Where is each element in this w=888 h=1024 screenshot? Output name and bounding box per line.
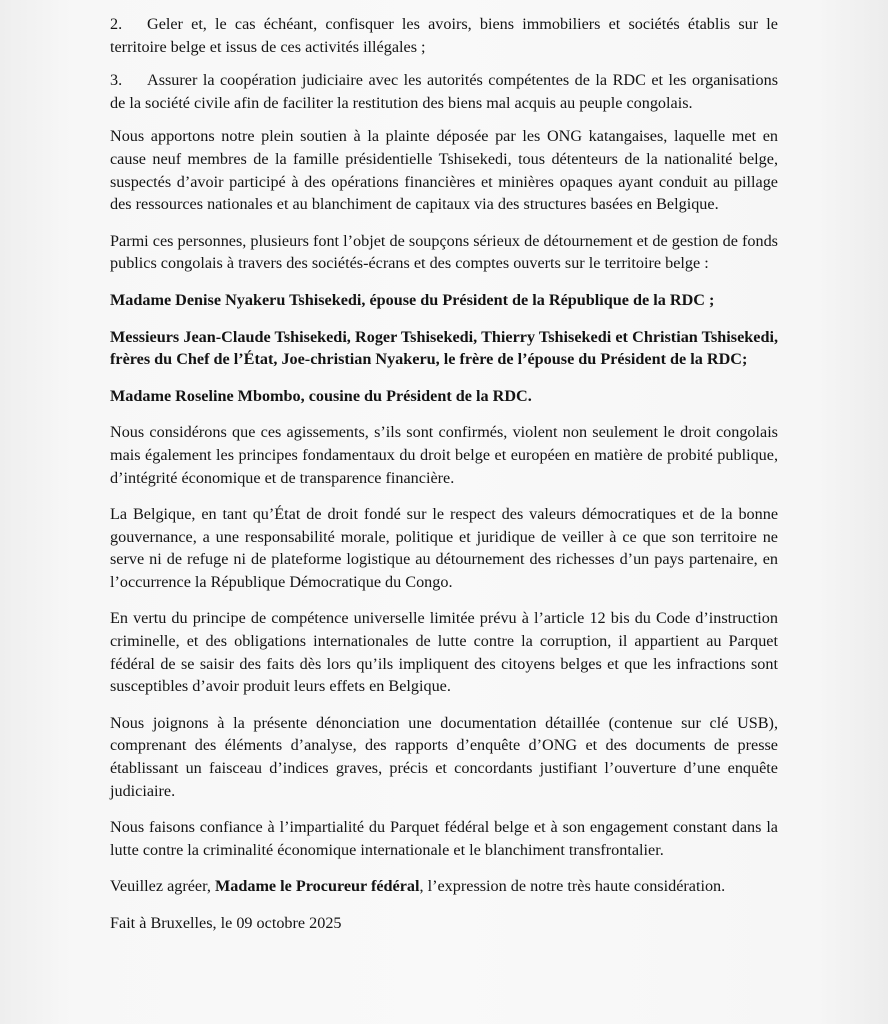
named-person-3: Madame Roseline Mbombo, cousine du Président de la RDC.: [110, 386, 532, 405]
closing-addressee: Madame le Procureur fédéral: [214, 877, 420, 896]
paragraph-suspicions: Parmi ces personnes, plusieurs font l’objet de soupçons sérieux de détournement et de gestion de fonds publics congolais à travers des sociétés-écrans et des comptes ouverts sur le territoire belge :: [110, 231, 778, 273]
place-date-line: Fait à Bruxelles, le 09 octobre 2025: [110, 914, 342, 932]
list-item-3: [110, 69, 778, 114]
named-person-1: Madame Denise Nyakeru Tshisekedi, épouse du Président de la République de la RDC ;: [110, 290, 715, 309]
paragraph-belgium-responsibility: La Belgique, en tant qu’État de droit fondé sur le respect des valeurs démocratiques et de la bonne gouvernance, a une responsabilité morale, politique et juridique de veiller à ce que son territoire ne serve ni de refuge ni de plateforme logistique au détournement des richesses d’un pays partenaire, en l’occurrence la République Démocratique du Congo.: [110, 505, 778, 591]
paragraph-attachments: Nous joignons à la présente dénonciation une documentation détaillée (contenue sur clé USB), comprenant des éléments d’analyse, des rapports d’enquête d’ONG et des documents de presse établissant un faisceau d’indices graves, précis et concordants justifiant l’ouverture d’une enquête judiciaire.: [110, 713, 778, 800]
paragraph-violation: Nous considérons que ces agissements, s’ils sont confirmés, violent non seulement le droit congolais mais également les principes fondamentaux du droit belge et européen en matière de probité publique, d’intégrité économique et de transparence financière.: [110, 423, 778, 487]
paragraph-confidence: Nous faisons confiance à l’impartialité du Parquet fédéral belge et à son engagement constant dans la lutte contre la criminalité économique internationale et le blanchiment transfrontalier.: [110, 818, 778, 859]
named-person-2: Messieurs Jean-Claude Tshisekedi, Roger Tshisekedi, Thierry Tshisekedi et Christian Tshisekedi, frères du Chef de l’État, Joe-christian Nyakeru, le frère de l’épouse du Président de la RDC;: [110, 327, 778, 369]
letter-body: [110, 13, 778, 949]
paragraph-jurisdiction: En vertu du principe de compétence universelle limitée prévu à l’article 12 bis du Code d’instruction criminelle, et des obligations internationales de lutte contre la corruption, il appartient au Parquet fédéral de se saisir des faits dès lors qu’ils impliquent des citoyens belges et que les infractions sont susceptibles d’avoir produit leurs effets en Belgique.: [110, 609, 778, 696]
paragraph-support-complaint: Nous apportons notre plein soutien à la plainte déposée par les ONG katangaises, laquelle met en cause neuf membres de la famille présidentielle Tshisekedi, tous détenteurs de la nationalité belge, suspectés d’avoir participé à des opérations financières et minières opaques ayant conduit au pillage des ressources nationales et au blanchiment de capitaux via des structures basées en Belgique.: [110, 127, 778, 214]
closing-after: , l’expression de notre très haute considération.: [419, 877, 726, 896]
list-number: 3.: [110, 71, 123, 90]
list-item-2: [110, 13, 778, 58]
list-number: 2.: [110, 15, 123, 33]
closing-formula: [110, 875, 778, 898]
list-item-text: Geler et, le cas échéant, confisquer les avoirs, biens immobiliers et sociétés établis sur le territoire belge et issus de ces activités illégales ;: [110, 15, 778, 56]
list-item-text: Assurer la coopération judiciaire avec les autorités compétentes de la RDC et les organisations de la société civile afin de faciliter la restitution des biens mal acquis au peuple congolais.: [110, 71, 778, 112]
closing-before: Veuillez agréer,: [110, 877, 215, 896]
